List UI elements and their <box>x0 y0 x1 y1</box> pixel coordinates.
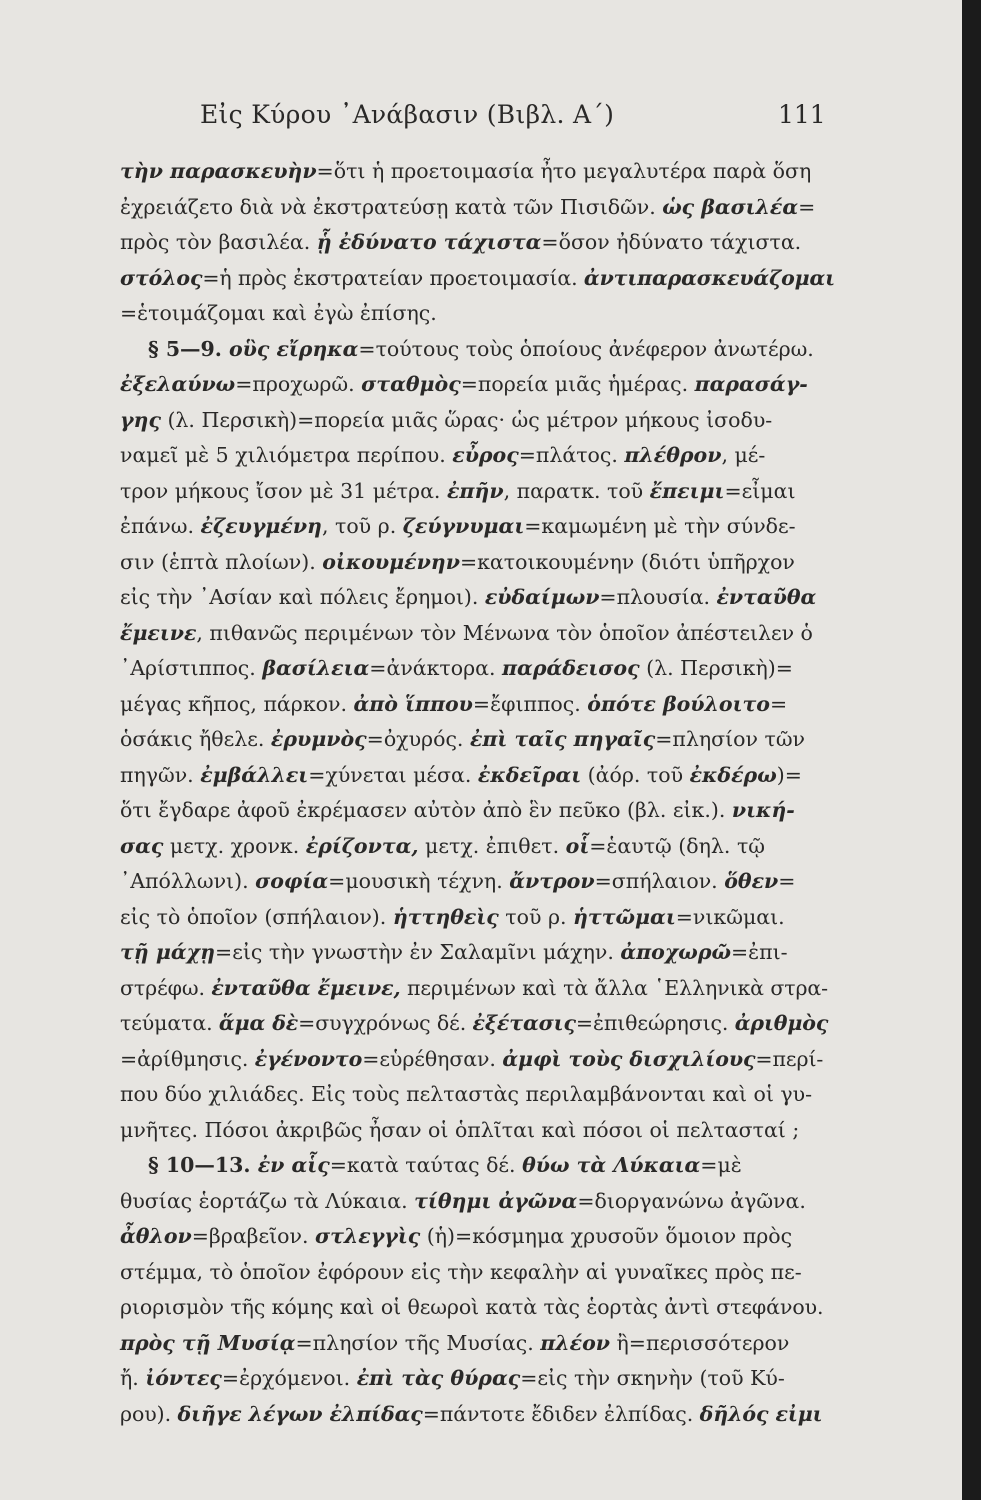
gloss-text: = <box>798 194 816 219</box>
text-line <box>120 190 816 226</box>
gloss-text: =εἰς τὴν σκηνὴν (τοῦ Κύ- <box>520 1366 785 1390</box>
page-header <box>0 100 962 140</box>
gloss-text: ᾿Αρίστιππος. <box>120 656 263 680</box>
lemma: εὐδαίμων <box>484 585 600 609</box>
lemma: ἐν αἷς <box>257 1153 330 1177</box>
gloss-text: περιμένων καὶ τὰ ἄλλα ῾Ελληνικὰ στρα- <box>400 975 828 1000</box>
lemma: ἄντρον <box>509 869 595 893</box>
lemma: ἀποχωρῶ <box>620 940 731 964</box>
gloss-text: , τοῦ ρ. <box>321 514 403 538</box>
lemma: δῆλός εἰμι <box>699 1401 823 1426</box>
gloss-text: =βραβεῖον. <box>191 1224 316 1248</box>
lemma: οἰκουμένην <box>322 549 460 574</box>
gloss-text: εἰς τὴν ᾿Ασίαν καὶ πόλεις ἔρημοι). <box>120 585 485 609</box>
page-number: 111 <box>778 100 826 129</box>
lemma: σοφία <box>255 869 329 893</box>
text-line <box>120 1113 810 1149</box>
lemma: παράδεισος <box>502 656 640 680</box>
gloss-text: ναμεῖ μὲ 5 χιλιόμετρα περίπου. <box>120 443 453 467</box>
lemma: ὡς βασιλέα <box>662 194 799 219</box>
text-line <box>120 722 810 758</box>
lemma: ἔμεινε <box>120 620 197 645</box>
gloss-text: =κατὰ ταύτας δέ. <box>329 1153 523 1177</box>
gloss-text: μετχ. ἐπιθετ. <box>418 833 566 858</box>
lemma: ἐνταῦθα ἔμεινε, <box>211 975 401 1000</box>
gloss-text: =χύνεται μέσα. <box>308 762 478 787</box>
text-line <box>120 1397 823 1433</box>
gloss-text: τοῦ ρ. <box>498 904 574 929</box>
gloss-text: =ἐρχόμενοι. <box>221 1366 357 1390</box>
lemma: ἅμα δὲ <box>218 1011 299 1035</box>
text-line <box>120 403 810 439</box>
lemma: ἐμβάλλει <box>200 762 309 787</box>
gloss-text: μετχ. χρονκ. <box>163 833 306 858</box>
lemma: ἐξέτασις <box>472 1011 576 1035</box>
gloss-text: πρὸς τὸν βασιλέα. <box>120 230 317 254</box>
lemma: πρὸς τῇ Μυσίᾳ <box>120 1330 296 1355</box>
text-line <box>120 545 810 581</box>
gloss-text: ἐπάνω. <box>120 514 201 538</box>
gloss-text: , παρατκ. τοῦ <box>503 478 650 503</box>
lemma: σας <box>120 833 164 858</box>
text-line <box>120 1361 810 1397</box>
gloss-text: ὁσάκις ἤθελε. <box>120 727 271 751</box>
lemma: ὅθεν <box>724 869 779 893</box>
gloss-text: =πλάτος. <box>518 443 625 467</box>
gloss-text: =κατοικουμένην (διότι ὑπῆρχον <box>459 549 795 574</box>
gloss-text: στρέφω. <box>120 975 212 1000</box>
lemma: ἆθλον <box>120 1224 192 1248</box>
gloss-text: =ἑαυτῷ (δηλ. τῷ <box>589 833 765 858</box>
lemma: ἡττηθεὶς <box>392 904 499 929</box>
gloss-text: ᾿Απόλλωνι). <box>120 869 256 893</box>
lemma: στλεγγὶς <box>315 1224 421 1248</box>
text-line <box>120 154 810 190</box>
lemma: πλέθρον <box>624 443 722 467</box>
gloss-text: =μὲ <box>700 1153 742 1177</box>
gloss-text: =εἶμαι <box>724 478 796 503</box>
text-line <box>120 509 810 545</box>
lemma: σταθμὸς <box>361 372 461 396</box>
lemma: ἐζευγμένη <box>200 514 322 538</box>
section-number: § 10—13. <box>148 1153 258 1177</box>
gloss-text: μέγας κῆπος, πάρκον. <box>120 691 354 716</box>
gloss-text: =ἐπιθεώρησις. <box>575 1011 735 1035</box>
lemma: ἐπὶ ταῖς πηγαῖς <box>469 727 656 751</box>
lemma: τῇ μάχῃ <box>120 940 216 964</box>
gloss-text: (λ. Περσικὴ)= <box>639 656 793 680</box>
gloss-text: πηγῶν. <box>120 762 201 787</box>
text-line <box>120 864 810 900</box>
text-line <box>120 580 817 616</box>
text-line <box>120 474 810 510</box>
page-edge <box>962 0 981 1500</box>
lemma: οἷ <box>565 833 590 858</box>
gloss-text: =καμωμένη μὲ τὴν σύνδε- <box>524 514 796 538</box>
gloss-text: =ἑτοιμάζομαι καὶ ἐγὼ ἐπίσης. <box>120 301 437 325</box>
gloss-text: (ἡ)=κόσμημα χρυσοῦν ὅμοιον πρὸς <box>420 1224 793 1248</box>
gloss-text: =σπήλαιον. <box>594 869 725 893</box>
gloss-text: ἤ. <box>120 1366 146 1390</box>
lemma: ἐνταῦθα <box>716 585 817 609</box>
gloss-text: =ὅσον ἠδύνατο τάχιστα. <box>541 230 802 254</box>
gloss-text: =περί- <box>755 1046 824 1071</box>
text-line <box>120 438 810 474</box>
text-line <box>120 332 814 368</box>
lemma: ἐξελαύνω <box>120 372 236 396</box>
lemma: ἔπειμι <box>649 478 725 503</box>
gloss-text: =πλησίον τῆς Μυσίας. <box>295 1330 541 1355</box>
gloss-text: =πορεία μιᾶς ἡμέρας. <box>460 372 695 396</box>
lemma: πλέον <box>540 1330 610 1355</box>
gloss-text: =προχωρῶ. <box>235 372 362 396</box>
lemma: νική- <box>731 798 795 822</box>
gloss-text: (ἀόρ. τοῦ <box>581 762 690 787</box>
gloss-text: =συγχρόνως δέ. <box>298 1011 473 1035</box>
gloss-text: =διοργανώνω ἀγῶνα. <box>577 1188 806 1213</box>
lemma: ἀπὸ ἵππου <box>353 691 473 716</box>
text-line <box>120 1148 810 1184</box>
text-line <box>120 1184 810 1220</box>
lemma: στόλος <box>120 265 203 290</box>
text-line <box>120 296 810 332</box>
text-line <box>120 935 810 971</box>
gloss-text: =ἀνάκτορα. <box>369 656 503 680</box>
lemma: ἰόντες <box>145 1366 222 1390</box>
lemma: οὓς εἴρηκα <box>229 336 359 361</box>
lemma: παρασάγ- <box>694 372 808 396</box>
gloss-text: θυσίας ἑορτάζω τὰ Λύκαια. <box>120 1188 415 1213</box>
lemma: ἐπῆν <box>446 478 504 503</box>
gloss-text: =πάντοτε ἔδιδεν ἐλπίδας. <box>422 1401 700 1426</box>
lemma: ἐρίζοντα, <box>305 833 419 858</box>
text-line <box>120 1326 810 1362</box>
lemma: ἐκδεῖραι <box>477 762 582 787</box>
gloss-text: =τούτους τοὺς ὁποίους ἀνέφερον ἀνωτέρω. <box>358 336 814 361</box>
gloss-text: =ἀρίθμησις. <box>120 1046 255 1071</box>
gloss-text: μνῆτες. Πόσοι ἀκριβῶς ἦσαν οἱ ὁπλῖται καὶ πόσοι οἱ πελτασταί ; <box>120 1117 800 1142</box>
text-line <box>120 616 813 652</box>
gloss-text: =ὅτι ἡ προετοιμασία ἦτο μεγαλυτέρα παρὰ ὅση <box>316 159 812 183</box>
gloss-text: )= <box>776 762 802 787</box>
gloss-text: =εὑρέθησαν. <box>362 1046 503 1071</box>
gloss-text: σιν (ἑπτὰ πλοίων). <box>120 549 323 574</box>
gloss-text: εἰς τὸ ὁποῖον (σπήλαιον). <box>120 904 393 929</box>
gloss-text: ἐχρειάζετο διὰ νὰ ἐκστρατεύσῃ κατὰ τῶν Πισιδῶν. <box>120 194 663 219</box>
text-line <box>120 1290 824 1326</box>
lemma: θύω τὰ Λύκαια <box>522 1153 701 1177</box>
gloss-text: =πλησίον τῶν <box>655 727 806 751</box>
text-line <box>120 225 810 261</box>
gloss-text: στέμμα, τὸ ὁποῖον ἐφόρουν εἰς τὴν κεφαλὴν αἱ γυναῖκες πρὸς πε- <box>120 1259 802 1284</box>
gloss-text: (λ. Περσικὴ)=πορεία μιᾶς ὥρας· ὡς μέτρον μήκους ἰσοδυ- <box>160 407 773 432</box>
text-line <box>120 900 810 936</box>
lemma: ἀντιπαρασκευάζομαι <box>583 265 835 290</box>
lemma: ἀριθμὸς <box>734 1011 829 1035</box>
gloss-text: ὅτι ἔγδαρε ἀφοῦ ἐκρέμασεν αὐτὸν ἀπὸ ἓν πεῦκο (βλ. εἰκ.). <box>120 798 732 822</box>
gloss-text: =ὀχυρός. <box>366 727 470 751</box>
text-line <box>120 651 810 687</box>
gloss-text: , πιθανῶς περιμένων τὸν Μένωνα τὸν ὁποῖον ἀπέστειλεν ὁ <box>196 620 813 645</box>
gloss-text: ρου). <box>120 1401 178 1426</box>
text-line <box>120 971 828 1007</box>
lemma: ὁπότε βούλοιτο <box>587 691 770 716</box>
section-number: § 5—9. <box>148 336 230 361</box>
text-line <box>120 367 810 403</box>
gloss-text: =ἡ πρὸς ἐκστρατείαν προετοιμασία. <box>202 265 584 290</box>
lemma: βασίλεια <box>262 656 370 680</box>
text-line <box>120 1077 813 1113</box>
lemma: τὴν παρασκευὴν <box>120 159 317 183</box>
lemma: εὖρος <box>452 443 519 467</box>
gloss-text: τεύματα. <box>120 1011 219 1035</box>
gloss-text: που δύο χιλιάδες. Εἰς τοὺς πελταστὰς περιλαμβάνονται καὶ οἱ γυ- <box>120 1082 813 1106</box>
lemma: ἐρυμνὸς <box>270 727 367 751</box>
running-title: Εἰς Κύρου ᾿Ανάβασιν (Βιβλ. Α΄) <box>200 100 615 129</box>
text-line <box>120 758 810 794</box>
lemma: ἐγένοντο <box>254 1046 363 1071</box>
lemma: ἀμφὶ τοὺς δισχιλίους <box>502 1046 756 1071</box>
gloss-text: =ἔφιππος. <box>472 691 588 716</box>
gloss-text: τρον μήκους ἴσον μὲ 31 μέτρα. <box>120 478 447 503</box>
text-line <box>120 1219 810 1255</box>
gloss-text: ριορισμὸν τῆς κόμης καὶ οἱ θεωροὶ κατὰ τὰς ἑορτὰς ἀντὶ στεφάνου. <box>120 1295 824 1319</box>
text-line <box>120 687 810 723</box>
gloss-text: ἢ=περισσότερον <box>610 1330 790 1355</box>
text-line <box>120 829 810 865</box>
body-text <box>120 154 835 1432</box>
gloss-text: =μουσικὴ τέχνη. <box>328 869 510 893</box>
lemma: τίθημι ἀγῶνα <box>414 1188 578 1213</box>
gloss-text: =πλουσία. <box>599 585 717 609</box>
text-line <box>120 1042 824 1078</box>
text-line <box>120 1006 829 1042</box>
lemma: ἐπὶ τὰς θύρας <box>356 1366 521 1390</box>
lemma: ἐκδέρω <box>689 762 777 787</box>
gloss-text: =νικῶμαι. <box>675 904 785 929</box>
lemma: ᾗ ἐδύνατο τάχιστα <box>316 230 542 254</box>
gloss-text: = <box>769 691 788 716</box>
gloss-text: =εἰς τὴν γνωστὴν ἐν Σαλαμῖνι μάχην. <box>215 940 621 964</box>
lemma: γης <box>120 407 161 432</box>
gloss-text: = <box>778 869 796 893</box>
text-line <box>120 793 810 829</box>
gloss-text: =ἐπι- <box>730 940 788 964</box>
lemma: διῆγε λέγων ἐλπίδας <box>177 1401 423 1426</box>
text-line <box>120 1255 810 1291</box>
gloss-text: , μέ- <box>721 443 766 467</box>
lemma: ἡττῶμαι <box>573 904 676 929</box>
lemma: ζεύγνυμαι <box>402 514 525 538</box>
text-line <box>120 261 835 297</box>
